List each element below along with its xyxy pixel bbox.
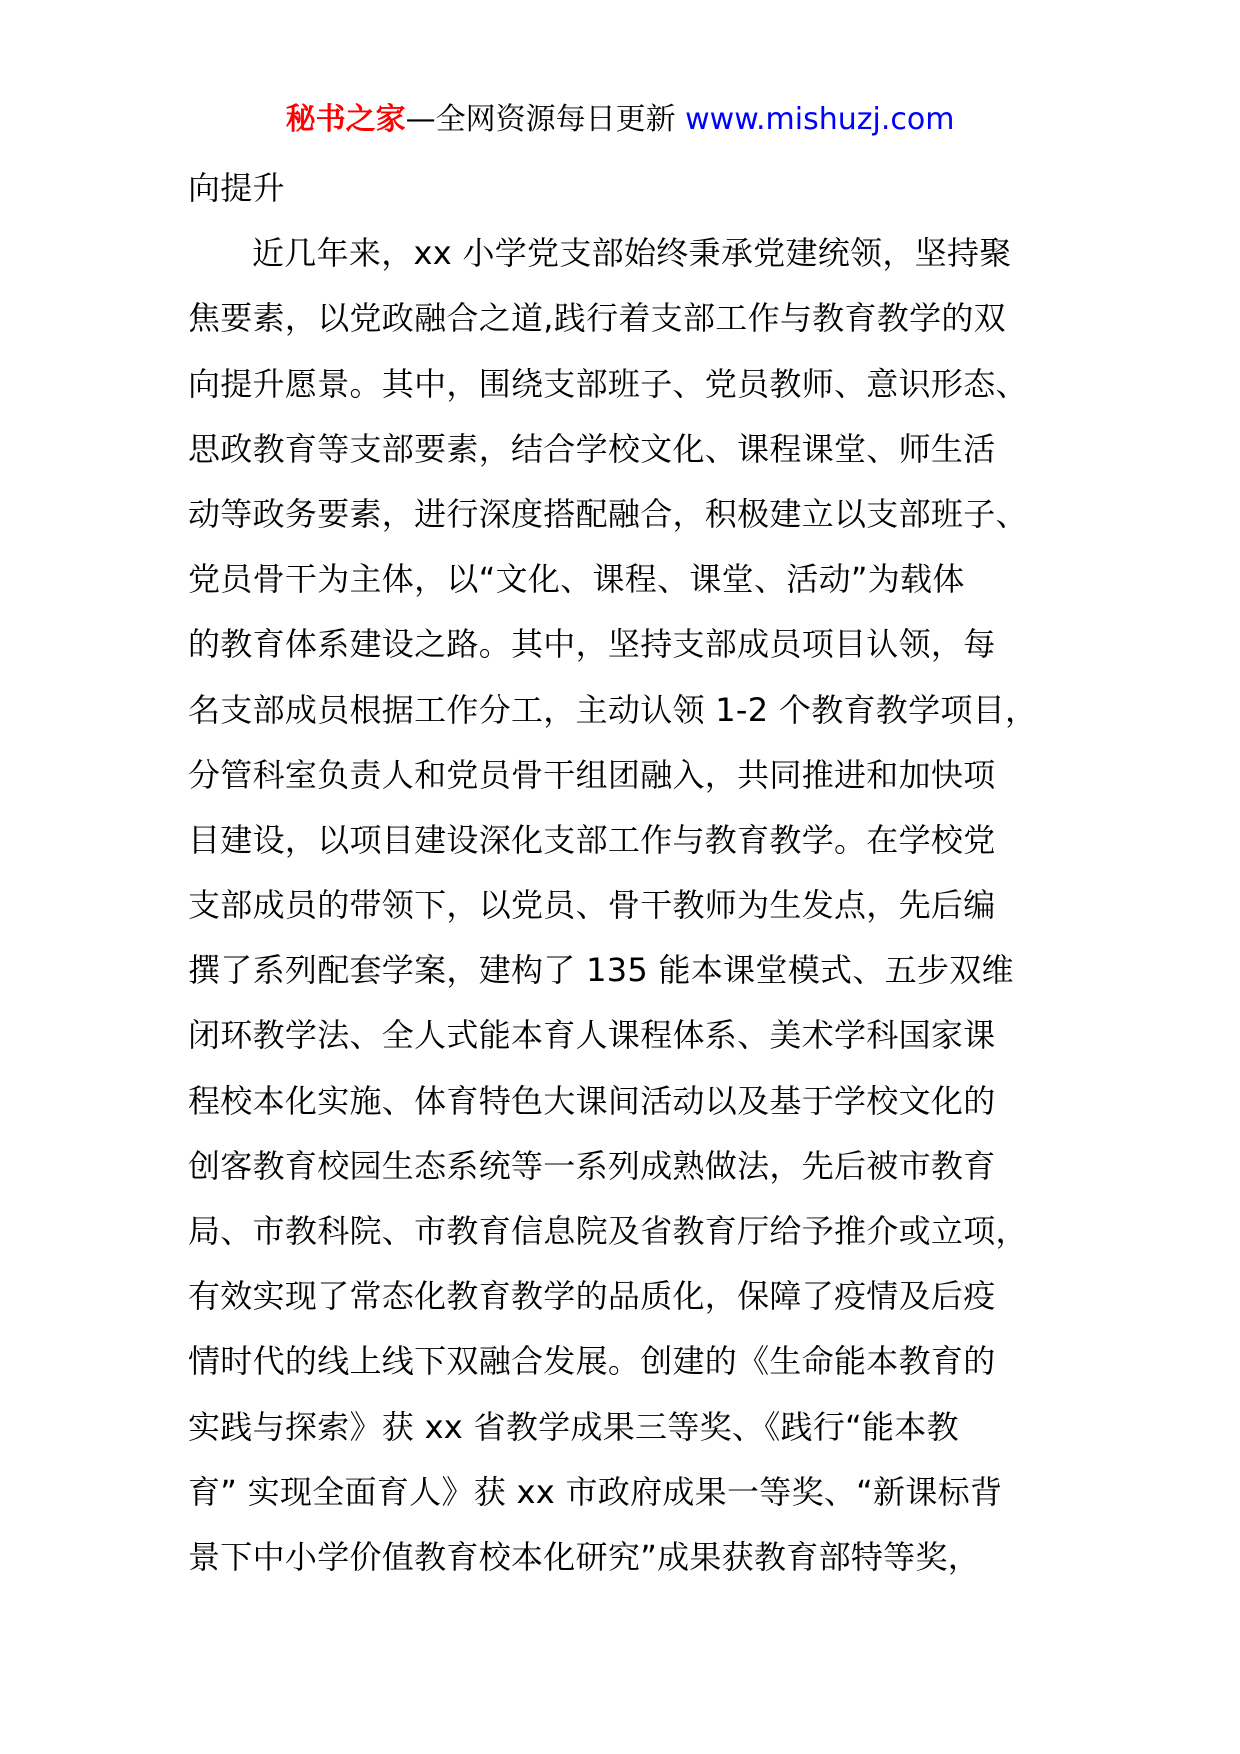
body-line: 有效实现了常态化教育教学的品质化，保障了疫情及后疫 [188,1277,996,1316]
body-line: 的教育体系建设之路。其中，坚持支部成员项目认领，每 [188,625,996,664]
body-line: 创客教育校园生态系统等一系列成熟做法，先后被市教育 [188,1146,996,1185]
body-line: 支部成员的带领下，以党员、骨干教师为生发点，先后编 [188,886,996,925]
body-line: 景下中小学价值教育校本化研究”成果获教育部特等奖， [188,1537,981,1576]
body-line: 程校本化实施、体育特色大课间活动以及基于学校文化的 [188,1081,996,1120]
body-line: 名支部成员根据工作分工，主动认领 1-2 个教育教学项目， [188,690,1038,729]
body-line: 向提升 [188,169,285,207]
document-body [188,156,1068,1590]
body-line: 实践与探索》获 xx 省教学成果三等奖、《践行“能本教 [188,1407,959,1446]
body-line: 分管科室负责人和党员骨干组团融入，共同推进和加快项 [188,755,996,794]
body-line: 局、市教科院、市教育信息院及省教育厅给予推介或立项， [188,1212,1028,1250]
body-line: 撰了系列配套学案，建构了 135 能本课堂模式、五步双维 [188,951,1014,990]
body-line: 闭环教学法、全人式能本育人课程体系、美术学科国家课 [188,1016,996,1055]
brand-name: 秘书之家 [285,102,406,137]
body-line: 思政教育等支部要素，结合学校文化、课程课堂、师生活 [188,429,996,468]
body-line: 动等政务要素，进行深度搭配融合，积极建立以支部班子、 [188,494,1028,533]
page-header [0,100,1240,140]
body-line: 目建设，以项目建设深化支部工作与教育教学。在学校党 [188,820,996,859]
paragraph-first-line: 近几年来，xx 小学党支部始终秉承党建统领，坚持聚 [252,234,1012,273]
body-line: 向提升愿景。其中，围绕支部班子、党员教师、意识形态、 [188,364,1028,403]
body-line: 情时代的线上线下双融合发展。创建的《生命能本教育的 [188,1342,996,1381]
body-line: 党员骨干为主体，以“文化、课程、课堂、活动”为载体 [188,560,965,599]
header-tagline: —全网资源每日更新 [405,102,676,137]
site-url-link[interactable]: www.mishuzj.com [685,102,955,137]
body-line: 育” 实现全面育人》获 xx 市政府成果一等奖、“新课标背 [188,1472,1003,1511]
body-line: 焦要素，以党政融合之道,践行着支部工作与教育教学的双 [188,299,1006,338]
